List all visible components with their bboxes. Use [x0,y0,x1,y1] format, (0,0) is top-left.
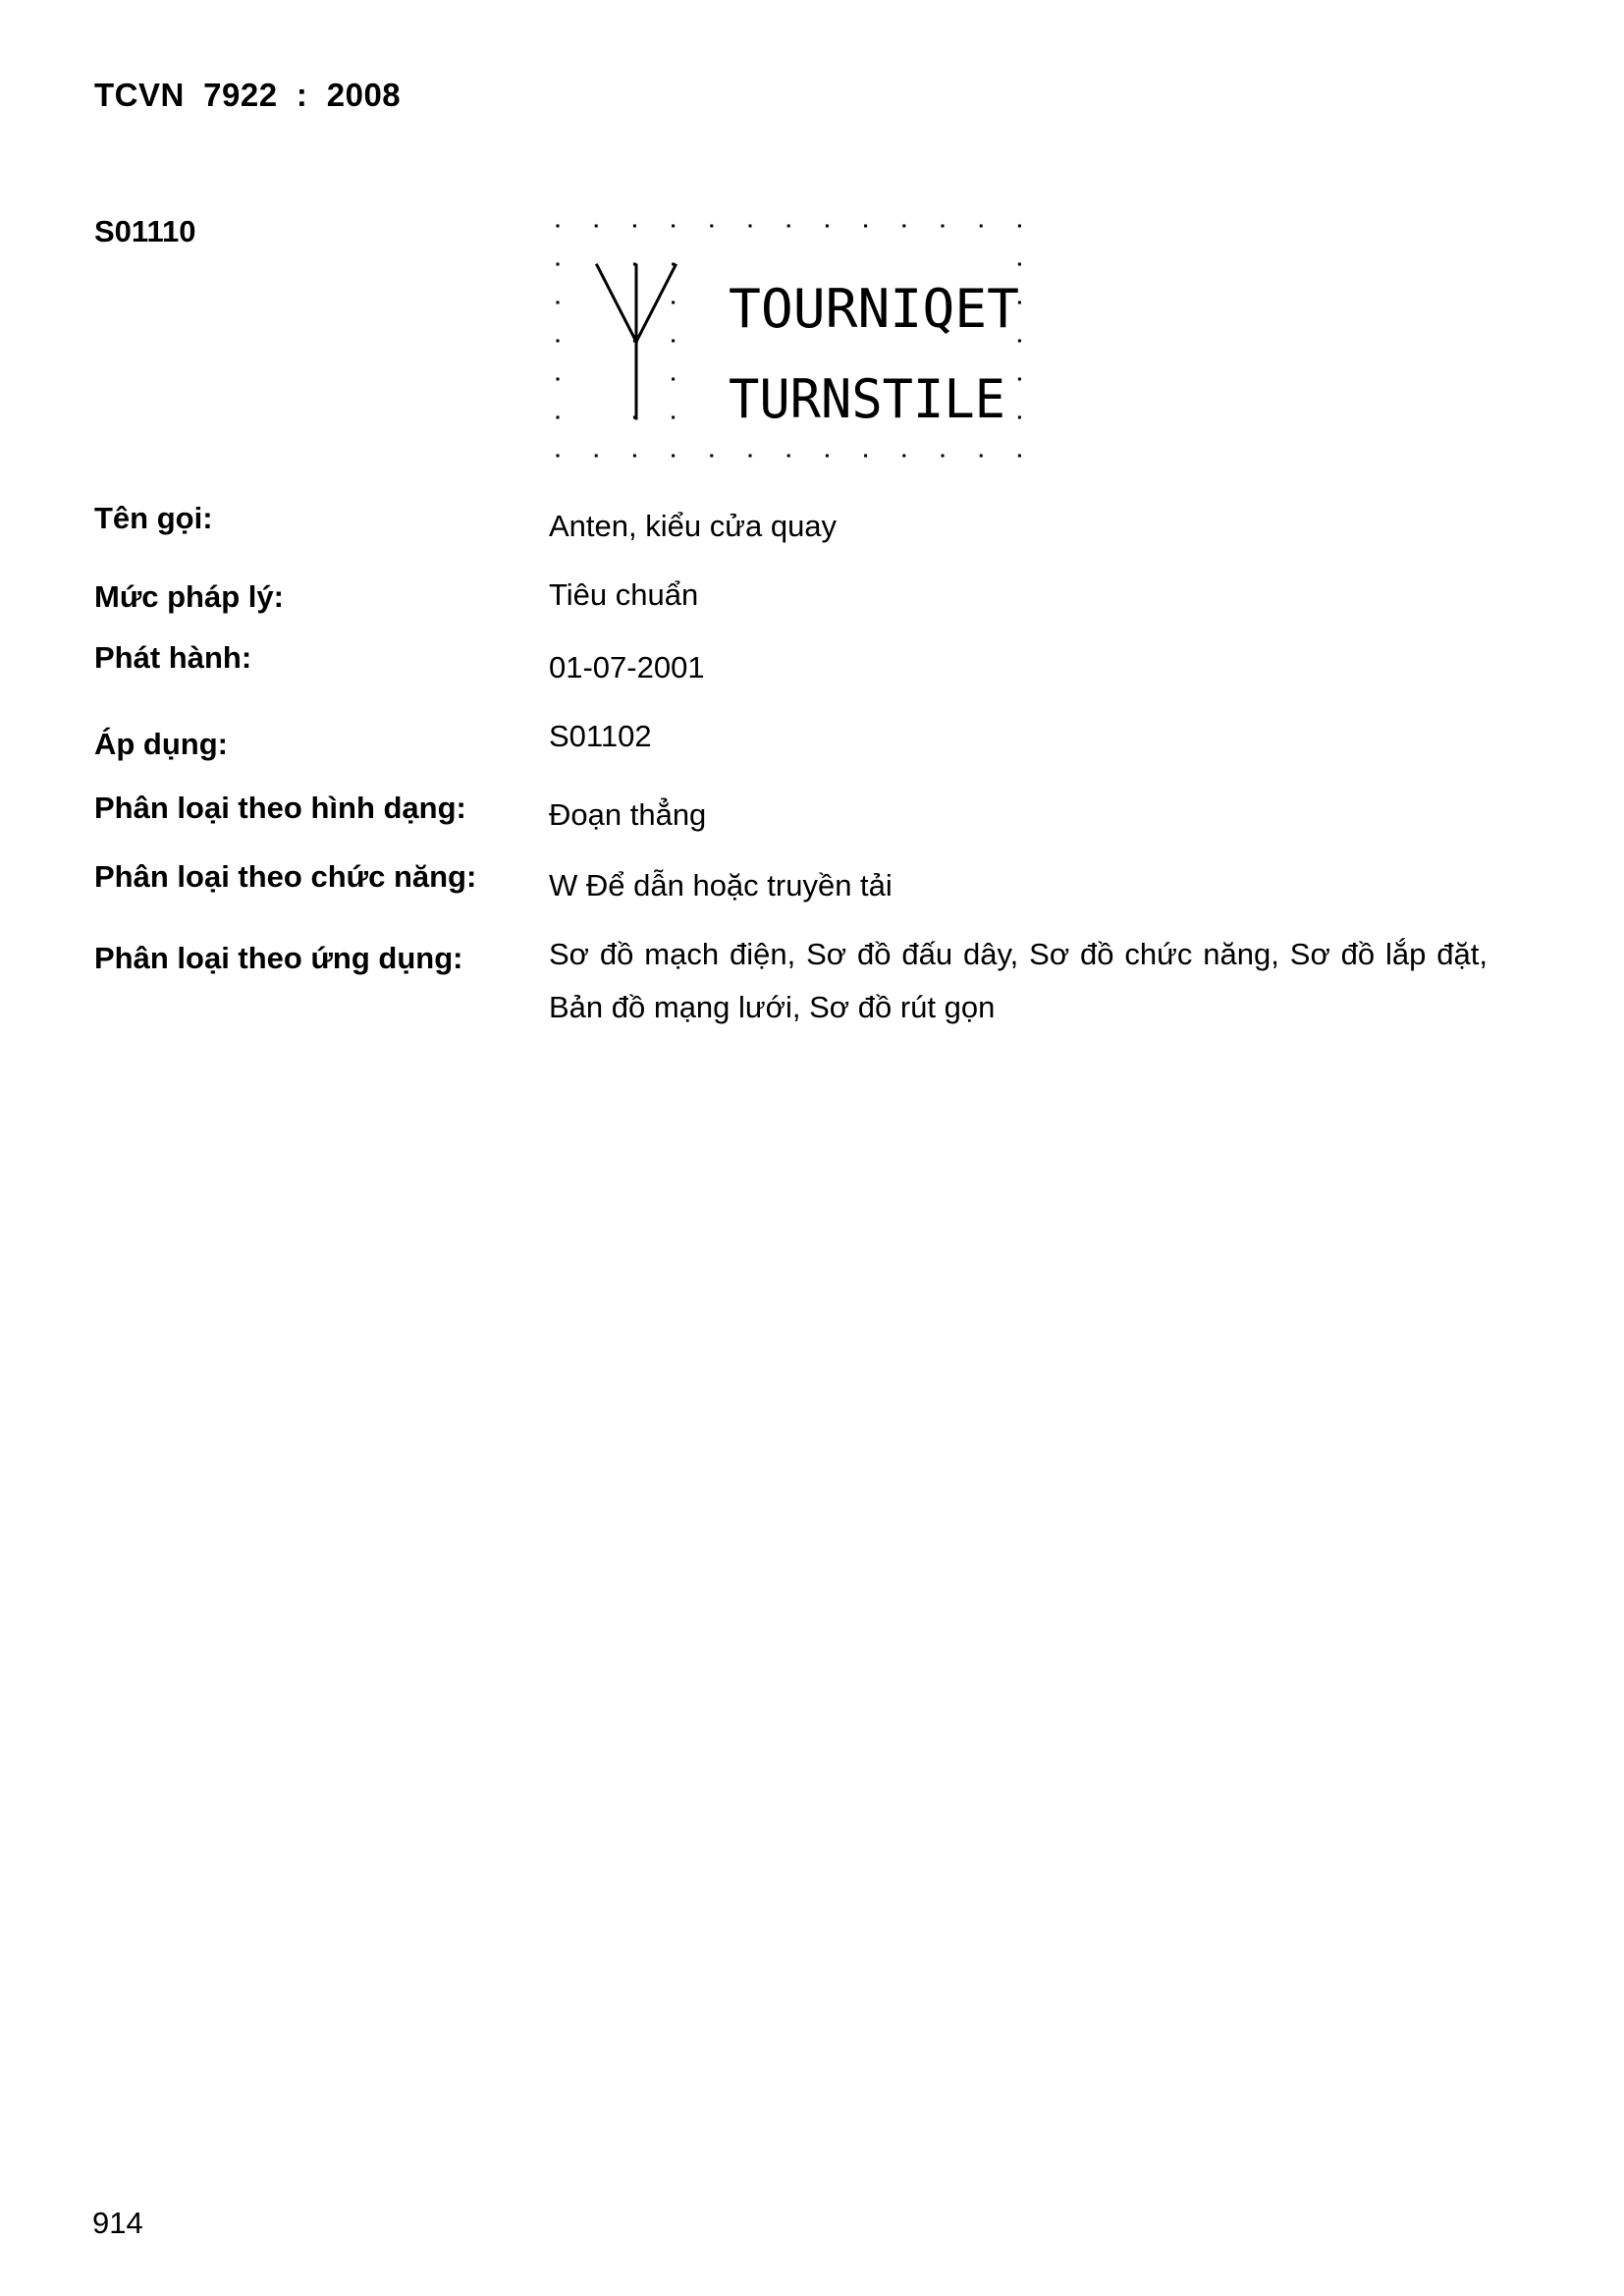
grid-dot [672,225,675,228]
property-value-shape-class: Đoạn thẳng [549,797,707,832]
property-value-release: 01-07-2001 [549,650,705,684]
grid-dot [1018,416,1021,419]
grid-dot [557,225,560,228]
property-label-application-class: Phân loại theo ứng dụng: [94,941,463,975]
grid-dot [942,225,945,228]
turnstile-antenna-icon [546,214,1037,471]
grid-dot [672,301,675,304]
grid-dot [980,225,983,228]
grid-dot [749,225,752,228]
property-label-name: Tên gọi: [94,501,213,535]
grid-dot [557,455,560,458]
property-value-legal-level: Tiêu chuẩn [549,577,699,612]
grid-dot [902,455,905,458]
grid-dot [672,455,675,458]
grid-dot [1018,225,1021,228]
grid-dot [787,455,790,458]
grid-dot [749,455,752,458]
grid-dot [710,225,713,228]
property-label-release: Phát hành: [94,640,252,675]
grid-dot [672,378,675,381]
grid-dot [864,225,867,228]
grid-dot [672,340,675,343]
property-value-applies-to: S01102 [549,719,652,753]
page-number: 914 [92,2206,143,2240]
property-label-function-class: Phân loại theo chức năng: [94,859,477,894]
grid-dot [980,455,983,458]
grid-dot [710,455,713,458]
grid-dot [557,301,560,304]
grid-dot [787,225,790,228]
grid-dot [826,225,829,228]
grid-dot [557,263,560,266]
grid-dot [942,455,945,458]
antenna-right-arm [636,265,676,342]
grid-dot [826,455,829,458]
document-standard-title: TCVN 7922 : 2008 [94,77,402,113]
property-label-applies-to: Áp dụng: [94,727,229,761]
grid-dot [672,416,675,419]
grid-dot [633,225,636,228]
property-value-application-class: Sơ đồ mạch điện, Sơ đồ đấu dây, Sơ đồ chức năng, Sơ đồ lắp đặt, Bản đồ mạng lưới, Sơ đồ rút gọn [549,937,1488,1024]
grid-dot [1018,455,1021,458]
property-value-name: Anten, kiểu cửa quay [549,509,838,543]
grid-dot [1018,378,1021,381]
grid-dot [595,225,598,228]
grid-dot [633,455,636,458]
antenna-left-arm [597,265,636,342]
grid-dot [557,378,560,381]
property-label-legal-level: Mức pháp lý: [94,579,284,614]
property-value-function-class: W Để dẫn hoặc truyền tải [549,868,893,902]
grid-dot [557,340,560,343]
figure-text-line2: TURNSTILE [729,368,1005,430]
grid-dot [864,455,867,458]
figure-text-line1: TOURNIQET [729,278,1019,340]
grid-dot [902,225,905,228]
grid-dot [1018,263,1021,266]
property-label-shape-class: Phân loại theo hình dạng: [94,791,466,825]
grid-dot [557,416,560,419]
symbol-code: S01110 [94,214,196,248]
grid-dot [595,455,598,458]
